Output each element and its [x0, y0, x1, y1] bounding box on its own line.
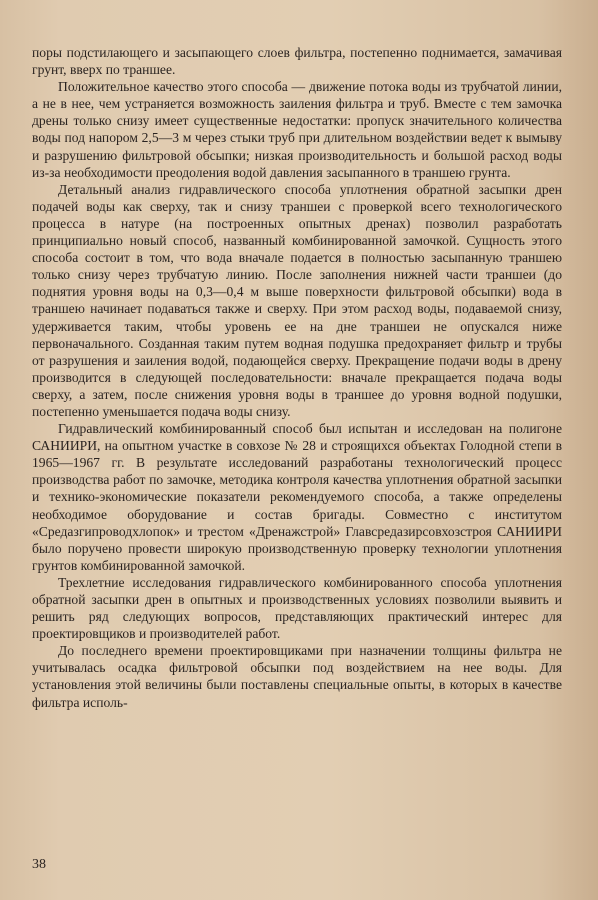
paragraph-combined-method: Детальный анализ гидравлического способа уплотнения обратной засыпки дрен подачей воды как сверху, так и снизу траншеи с проверкой всего технологического процесса в натуре (на построенных опытных дренах) позволил разработать принципиально новый способ, названный комбинированной замочкой. Сущность этого способа состоит в том, что вода вначале подается в полностью засыпанную траншею только снизу через трубчатую линию. После заполнения нижней части траншеи (до поднятия уровня воды на 0,3—0,4 м выше поверхности фильтровой обсыпки) вода в траншею начинает подаваться также и сверху. При этом расход воды, подаваемой снизу, удерживается таким, чтобы уровень ее на дне траншеи не опускался ниже первоначального. Созданная таким путем водная подушка предохраняет фильтр и трубы от разрушения и заиления водой, подающейся сверху. Прекращение подачи воды в дрену производится в следующей последовательности: вначале прекращается подача воды сверху, а затем, после снижения уровня воды в траншее до уровня водной подушки, постепенно уменьшается подача воды снизу. — [32, 181, 562, 419]
paragraph-method-advantages: Положительное качество этого способа — движение потока воды из трубчатой линии, а не в нее, чем устраняется возможность заиления фильтра и труб. Вместе с тем замочка дрены только снизу имеет существенные недостатки: пропуск значительного количества воды под напором 2,5—3 м через стыки труб при длительном воздействии ведет к вымыву и разрушению фильтровой обсыпки; низкая производительность и большой расход воды из-за необходимости преодоления водой давления засыпанного в траншею грунта. — [32, 79, 562, 180]
body-text — [32, 44, 562, 711]
paragraph-testing: Гидравлический комбинированный способ был испытан и исследован на полигоне САНИИРИ, на опытном участке в совхозе № 28 и строящихся объектах Голодной степи в 1965—1967 гг. В результате исследований разработаны технологический процесс производства работ по замочке, методика контроля качества уплотнения обратной засыпки и технико-экономические показатели рекомендуемого способа, а также определены необходимое оборудование и состав бригады. Совместно с институтом «Средазгипроводхлопок» и трестом «Дренажстрой» Главсредазирсовхозстроя САНИИРИ было поручено провести широкую производственную проверку технологии уплотнения грунтов комбинированной замочкой. — [32, 421, 562, 573]
paragraph-continued: поры подстилающего и засыпающего слоев фильтра, постепенно поднимается, замачивая грунт, вверх по траншее. — [32, 45, 562, 78]
page-number: 38 — [32, 857, 46, 872]
paragraph-filter-settlement: До последнего времени проектировщиками при назначении толщины фильтра не учитывалась осадка фильтровой обсыпки под воздействием на нее воды. Для установления этой величины были поставлены специальные опыты, в которых в качестве фильтра исполь- — [32, 643, 562, 710]
paragraph-research-results: Трехлетние исследования гидравлического комбинированного способа уплотнения обратной засыпки дрен в опытных и производственных условиях позволили выявить и решить ряд следующих вопросов, представляющих практический интерес для проектировщиков и производителей работ. — [32, 574, 562, 642]
